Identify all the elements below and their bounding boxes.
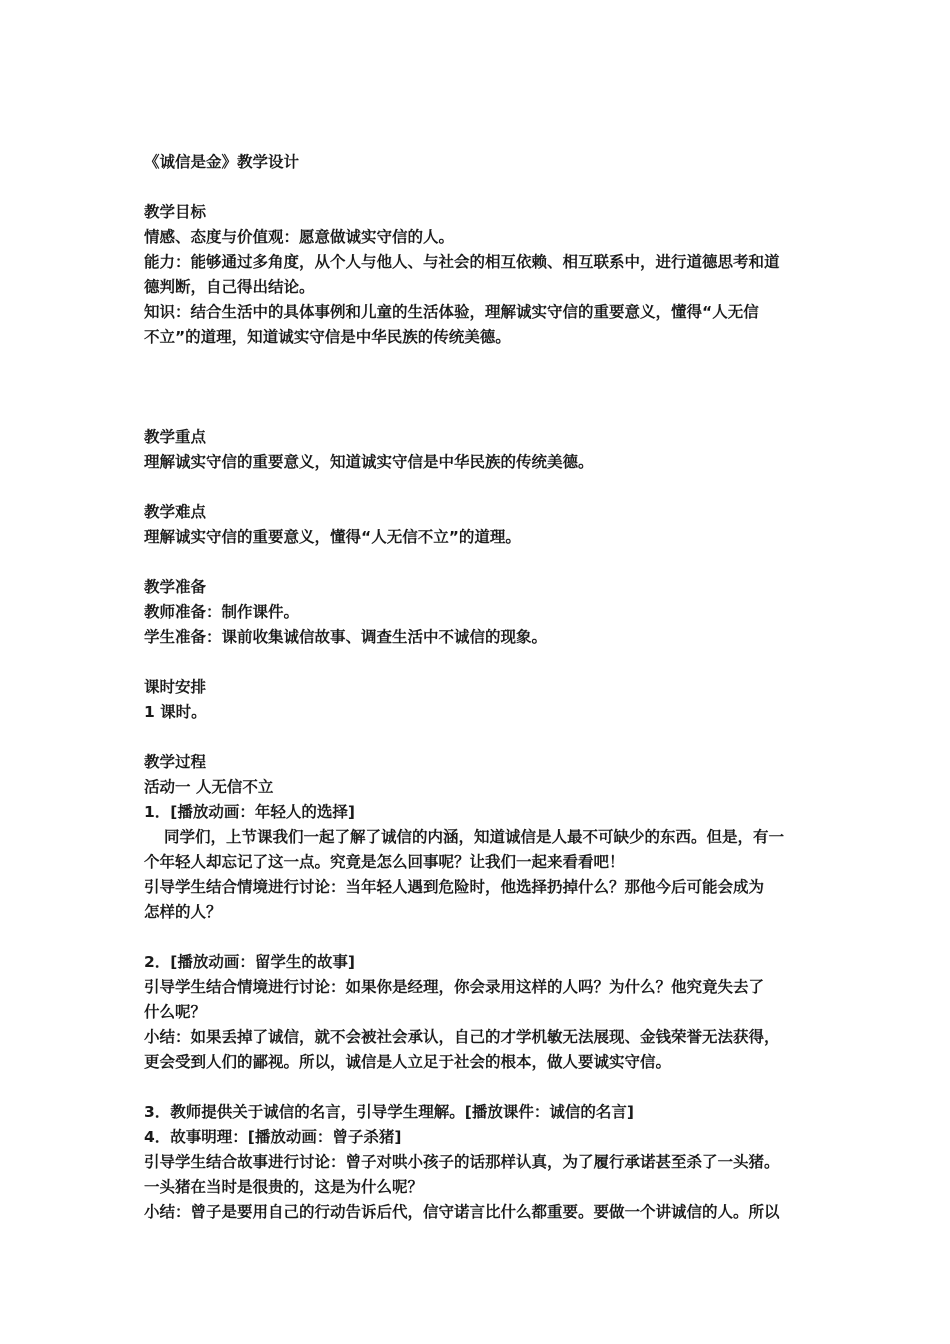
spacer xyxy=(144,725,824,750)
goals-ability-line-2: 德判断，自己得出结论。 xyxy=(144,278,315,296)
step1-question-line-2: 怎样的人？ xyxy=(144,903,222,921)
spacer xyxy=(144,475,824,500)
spacer xyxy=(144,175,824,200)
step4-question-line-1: 引导学生结合故事进行讨论：曾子对哄小孩子的话那样认真，为了履行承诺甚至杀了一头猪。 xyxy=(144,1153,780,1171)
step2-question-line-2: 什么呢？ xyxy=(144,1003,207,1021)
spacer xyxy=(144,550,824,575)
spacer xyxy=(144,650,824,675)
step1-question-line-1: 引导学生结合情境进行讨论：当年轻人遇到危险时，他选择扔掉什么？那他今后可能会成为 xyxy=(144,878,765,896)
schedule-heading: 课时安排 xyxy=(144,678,207,696)
goals-knowledge-line-1: 知识：结合生活中的具体事例和儿童的生活体验，理解诚实守信的重要意义，懂得“人无信 xyxy=(144,303,759,321)
goals-heading: 教学目标 xyxy=(144,203,207,221)
schedule-text: 1 课时。 xyxy=(144,703,207,721)
key-point-heading: 教学重点 xyxy=(144,428,207,446)
activity-title: 活动一 人无信不立 xyxy=(144,778,274,796)
document-title: 《诚信是金》教学设计 xyxy=(144,153,300,171)
goals-emotion: 情感、态度与价值观：愿意做诚实守信的人。 xyxy=(144,228,455,246)
step2-summary-line-2: 更会受到人们的鄙视。所以，诚信是人立足于社会的根本，做人要诚实守信。 xyxy=(144,1053,672,1071)
spacer xyxy=(144,925,824,950)
spacer xyxy=(144,1075,824,1100)
process-heading: 教学过程 xyxy=(144,753,207,771)
difficulty-heading: 教学难点 xyxy=(144,503,207,521)
step4-title: 4．故事明理：[播放动画：曾子杀猪] xyxy=(144,1128,402,1146)
key-point-text: 理解诚实守信的重要意义，知道诚实守信是中华民族的传统美德。 xyxy=(144,453,594,471)
spacer xyxy=(144,350,824,425)
step4-summary-line-1: 小结：曾子是要用自己的行动告诉后代，信守诺言比什么都重要。要做一个讲诚信的人。所以 xyxy=(144,1203,780,1221)
step4-question-line-2: 一头猪在当时是很贵的，这是为什么呢？ xyxy=(144,1178,424,1196)
goals-knowledge-line-2: 不立”的道理，知道诚实守信是中华民族的传统美德。 xyxy=(144,328,511,346)
step1-title: 1．[播放动画：年轻人的选择] xyxy=(144,803,355,821)
step2-question-line-1: 引导学生结合情境进行讨论：如果你是经理，你会录用这样的人吗？为什么？他究竟失去了 xyxy=(144,978,765,996)
goals-ability-line-1: 能力：能够通过多角度，从个人与他人、与社会的相互依赖、相互联系中，进行道德思考和道 xyxy=(144,253,780,271)
step1-paragraph-line-1: 同学们，上节课我们一起了解了诚信的内涵，知道诚信是人最不可缺少的东西。但是，有一 xyxy=(164,828,785,846)
document-body xyxy=(144,150,824,1225)
step1-paragraph-line-2: 个年轻人却忘记了这一点。究竟是怎么回事呢？让我们一起来看看吧！ xyxy=(144,853,625,871)
preparation-heading: 教学准备 xyxy=(144,578,207,596)
preparation-student: 学生准备：课前收集诚信故事、调查生活中不诚信的现象。 xyxy=(144,628,548,646)
step2-summary-line-1: 小结：如果丢掉了诚信，就不会被社会承认，自己的才学机敏无法展现、金钱荣誉无法获得， xyxy=(144,1028,780,1046)
preparation-teacher: 教师准备：制作课件。 xyxy=(144,603,300,621)
difficulty-text: 理解诚实守信的重要意义，懂得“人无信不立”的道理。 xyxy=(144,528,521,546)
step3-text: 3．教师提供关于诚信的名言，引导学生理解。[播放课件：诚信的名言] xyxy=(144,1103,634,1121)
step2-title: 2．[播放动画：留学生的故事] xyxy=(144,953,355,971)
